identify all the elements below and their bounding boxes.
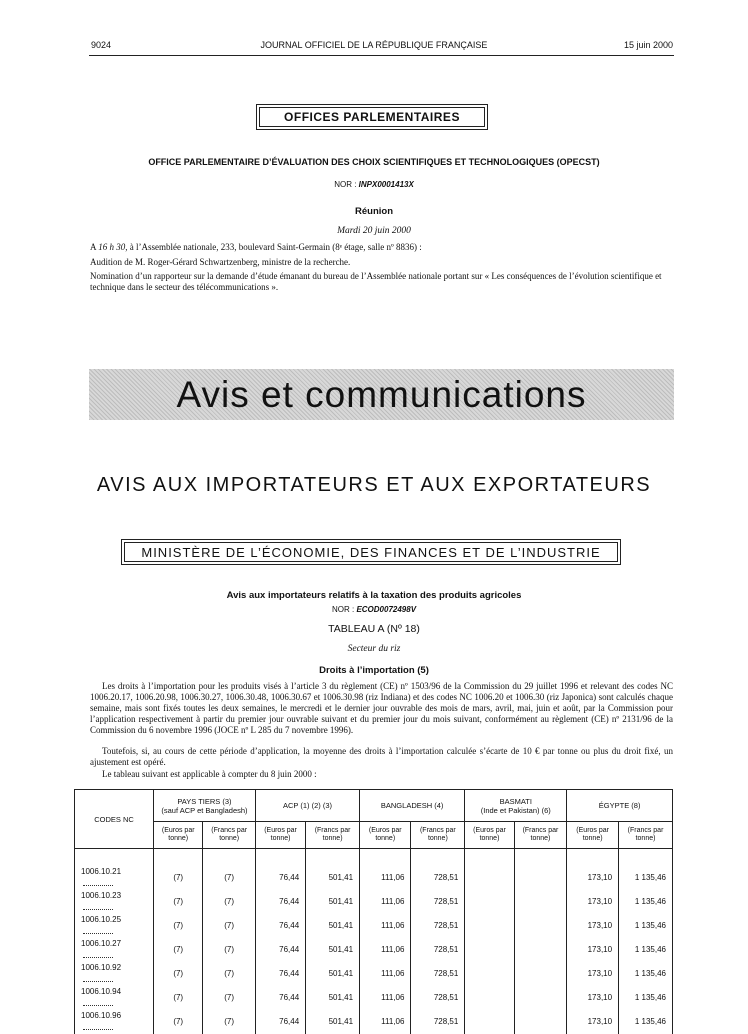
duty-value-cell [514,938,567,962]
nor-value-2: ECOD0072498V [356,605,417,614]
meeting-date: Mardi 20 juin 2000 [337,226,411,236]
group-header-basmati: BASMATI (Inde et Pakistan) (6) [465,790,567,822]
notice-title: Avis aux importateurs relatifs à la taxation des produits agricoles [226,590,522,601]
duty-value-cell: 728,51 [411,962,465,986]
dot-leader [83,885,113,886]
duty-value-cell: 1 135,46 [619,914,673,938]
import-duties-table [74,789,673,1034]
duty-value-cell: (7) [154,962,203,986]
nc-code-cell: 1006.10.94 [75,986,154,1010]
duty-value-cell [465,890,514,914]
nor-line [0,180,748,189]
location-prefix: A [90,242,99,252]
duty-value-cell: 76,44 [255,866,305,890]
duty-value-cell: 173,10 [567,890,619,914]
issue-date: 15 juin 2000 [623,40,673,50]
duty-value-cell: (7) [154,866,203,890]
duty-value-cell: 728,51 [411,938,465,962]
nor-value: INPX0001413X [358,180,414,189]
table-row [75,1010,673,1034]
office-name: OFFICE PARLEMENTAIRE D’ÉVALUATION DES CHOIX SCIENTIFIQUES ET TECHNOLOGIQUES (OPECST) [148,157,600,167]
duty-value-cell: (7) [203,1010,256,1034]
group-header-pays-tiers: PAYS TIERS (3) (sauf ACP et Bangladesh) [154,790,256,822]
duty-value-cell: 76,44 [255,938,305,962]
duty-value-cell: 173,10 [567,962,619,986]
notice-heading: AVIS AUX IMPORTATEURS ET AUX EXPORTATEURS [96,474,652,496]
unit-header: (Francs par tonne) [619,822,673,849]
duty-value-cell: 111,06 [360,962,411,986]
nc-code-cell: 1006.10.21 [75,866,154,890]
duty-value-cell [514,1010,567,1034]
nc-code-cell: 1006.10.25 [75,914,154,938]
duty-value-cell: 76,44 [255,962,305,986]
duty-value-cell: 76,44 [255,1010,305,1034]
nc-code-cell: 1006.10.96 [75,1010,154,1034]
duty-value-cell: (7) [154,914,203,938]
duty-value-cell: 1 135,46 [619,938,673,962]
journal-title: JOURNAL OFFICIEL DE LA RÉPUBLIQUE FRANÇAISE [260,40,488,50]
group-header-acp: ACP (1) (2) (3) [255,790,359,822]
running-header [0,40,748,54]
agenda-item-nomination: Nomination d’un rapporteur sur la demande d’étude émanant du bureau de l’Assemblée nationale portant sur « Les conséquences de l’évolution scientifique et technique dans le secteur des télécommunications ». [90,271,662,292]
duty-value-cell [465,866,514,890]
duty-value-cell [514,914,567,938]
duty-value-cell: 111,06 [360,986,411,1010]
unit-header: (Euros par tonne) [154,822,203,849]
duty-value-cell: 111,06 [360,866,411,890]
duty-value-cell: 501,41 [306,938,360,962]
duty-value-cell [514,890,567,914]
duty-value-cell: 111,06 [360,1010,411,1034]
duties-paragraph-3: Le tableau suivant est applicable à compter du 8 juin 2000 : [102,769,317,779]
duty-value-cell: 1 135,46 [619,962,673,986]
duty-value-cell: (7) [154,890,203,914]
duty-value-cell: 728,51 [411,890,465,914]
duty-value-cell: (7) [203,866,256,890]
duty-value-cell: 501,41 [306,914,360,938]
duty-value-cell: 76,44 [255,890,305,914]
page-number: 9024 [91,40,112,50]
dot-leader [83,1005,113,1006]
nor-line-2 [0,605,748,614]
duty-value-cell: 501,41 [306,986,360,1010]
duty-value-cell: 76,44 [255,914,305,938]
nc-code-cell: 1006.10.23 [75,890,154,914]
duty-value-cell [465,938,514,962]
duty-value-cell: 501,41 [306,866,360,890]
duty-value-cell: 173,10 [567,866,619,890]
duty-value-cell: 1 135,46 [619,890,673,914]
unit-header: (Euros par tonne) [360,822,411,849]
duty-value-cell: 173,10 [567,938,619,962]
section-banner [89,369,674,420]
meeting-title: Réunion [355,206,393,217]
duty-value-cell: 173,10 [567,1010,619,1034]
banner-title: Avis et communications [176,373,587,415]
table-row [75,890,673,914]
dot-leader [83,957,113,958]
section-title-offices: OFFICES PARLEMENTAIRES [259,107,485,127]
duty-value-cell: 1 135,46 [619,866,673,890]
duty-value-cell [514,962,567,986]
unit-header: (Francs par tonne) [306,822,360,849]
nc-code-cell: 1006.10.92 [75,962,154,986]
unit-header: (Francs par tonne) [411,822,465,849]
location-text: à l’Assemblée nationale, 233, boulevard Saint-Germain (8ᵉ étage, salle nº 8836) : [127,242,422,252]
duty-value-cell: (7) [203,938,256,962]
nor-label: NOR : [334,180,357,189]
unit-header: (Francs par tonne) [514,822,567,849]
duties-title: Droits à l’importation (5) [319,665,429,676]
duty-value-cell: 728,51 [411,866,465,890]
duty-value-cell [465,914,514,938]
duty-value-cell: 728,51 [411,914,465,938]
dot-leader [83,981,113,982]
duty-value-cell: (7) [154,1010,203,1034]
meeting-location [90,242,673,253]
dot-leader [83,909,113,910]
unit-header: (Euros par tonne) [567,822,619,849]
duty-value-cell [514,866,567,890]
group-header-bangladesh: BANGLADESH (4) [360,790,465,822]
duties-paragraph-1: Les droits à l’importation pour les produits visés à l’article 3 du règlement (CE) nº 1503/96 de la Commission du 29 juillet 1996 et relevant des codes NC 1006.20.17, 1006.20.98, 1006.30.27, 1006.30.48, 1006.30.67 et 1006.30.98 (riz Indiana) et des codes NC 1006.20 et 1006.30 (riz Japonica) sont calculés chaque semaine, mais sont fixés toutes les deux semaines, le mercredi et le dernier jour ouvrable des mois de mars, avril, mai, juin et août, par la Commission pour l’application respectivement à partir du premier jour ouvrable suivant et du premier jour du mois suivant, conformément au règlement (CE) nº 2131/96 de la Commission du 6 novembre 1996 (JOCE nº L 285 du 7 novembre 1996). [90,681,673,735]
dot-leader [83,933,113,934]
table-title: TABLEAU A (Nº 18) [328,623,420,635]
duty-value-cell: 111,06 [360,890,411,914]
unit-header: (Francs par tonne) [203,822,256,849]
duty-value-cell: 173,10 [567,914,619,938]
table-row [75,914,673,938]
duty-value-cell: 1 135,46 [619,1010,673,1034]
duty-value-cell: 173,10 [567,986,619,1010]
nor-label-2: NOR : [331,605,355,614]
duty-value-cell: (7) [203,890,256,914]
header-rule [89,55,674,56]
duty-value-cell: 76,44 [255,986,305,1010]
duty-value-cell [465,1010,514,1034]
duty-value-cell [465,962,514,986]
dot-leader [83,1029,113,1030]
table-row [75,962,673,986]
meeting-time: 16 h 30, [98,242,128,252]
duty-value-cell: (7) [203,962,256,986]
duty-value-cell: 501,41 [306,890,360,914]
nc-code-cell: 1006.10.27 [75,938,154,962]
duty-value-cell: 501,41 [306,1010,360,1034]
duty-value-cell: (7) [203,986,256,1010]
duty-value-cell: (7) [154,986,203,1010]
agenda-item-hearing: Audition de M. Roger-Gérard Schwartzenberg, ministre de la recherche. [90,257,351,267]
duty-value-cell: 728,51 [411,1010,465,1034]
duty-value-cell: 111,06 [360,914,411,938]
duty-value-cell: (7) [154,938,203,962]
duty-value-cell: 728,51 [411,986,465,1010]
group-header-egypte: ÉGYPTE (8) [567,790,673,822]
ministry-title: MINISTÈRE DE L’ÉCONOMIE, DES FINANCES ET DE L’INDUSTRIE [124,542,618,562]
unit-header: (Euros par tonne) [465,822,514,849]
sector-title: Secteur du riz [347,644,401,654]
duty-value-cell: 501,41 [306,962,360,986]
duty-value-cell: 111,06 [360,938,411,962]
unit-header: (Euros par tonne) [255,822,305,849]
duty-value-cell: 1 135,46 [619,986,673,1010]
table-row [75,866,673,890]
duties-paragraph-2: Toutefois, si, au cours de cette période d’application, la moyenne des droits à l’importation calculée s’écarte de 10 € par tonne ou plus du droit fixé, un ajustement est opéré. [90,746,673,767]
codes-header: CODES NC [75,790,154,849]
duty-value-cell: (7) [203,914,256,938]
table-row [75,938,673,962]
